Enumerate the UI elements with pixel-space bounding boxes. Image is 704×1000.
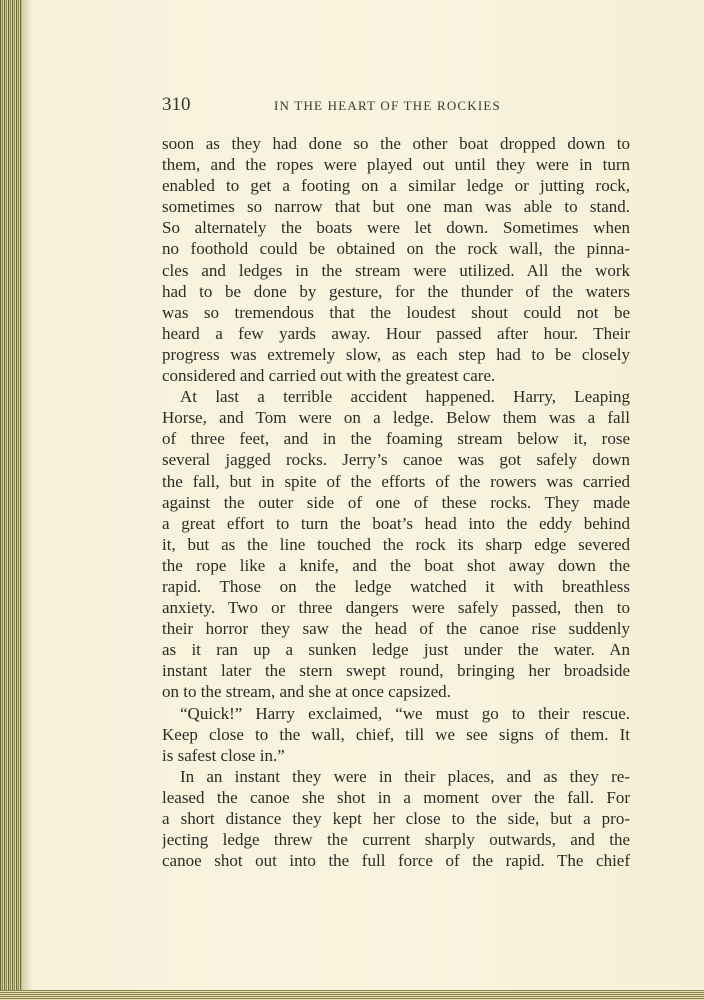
page-number: 310 (162, 94, 191, 115)
page-bottom-edge (0, 990, 704, 1000)
running-head-title: IN THE HEART OF THE ROCKIES (274, 98, 501, 113)
body-text (162, 133, 630, 871)
text-line: was so tremendous that the loudest shout could not be (162, 302, 630, 322)
paragraph-start-line: “Quick!” Harry exclaimed, “we must go to their rescue. (180, 703, 630, 723)
text-line: enabled to get a footing on a similar ledge or jutting rock, (162, 176, 630, 196)
text-line: rapid. Those on the ledge watched it with breathless (162, 576, 630, 596)
text-line: instant later the stern swept round, bringing her broadside (162, 661, 630, 681)
text-line: Keep close to the wall, chief, till we see signs of them. It (162, 724, 630, 744)
text-line: sometimes so narrow that but one man was able to stand. (162, 197, 630, 217)
text-line: against the outer side of one of these rocks. They made (162, 492, 630, 512)
text-line: their horror they saw the head of the canoe rise suddenly (162, 619, 630, 639)
text-line: So alternately the boats were let down. Sometimes when (162, 218, 630, 238)
text-line: heard a few yards away. Hour passed after hour. Their (162, 323, 630, 343)
text-line: on to the stream, and she at once capsized. (162, 682, 451, 702)
paragraph-start-line: At last a terrible accident happened. Harry, Leaping (180, 387, 630, 407)
text-line: considered and carried out with the greatest care. (162, 366, 496, 386)
text-line: it, but as the line touched the rock its sharp edge severed (162, 534, 630, 554)
text-line: anxiety. Two or three dangers were safely passed, then to (162, 598, 630, 618)
text-line: of three feet, and in the foaming stream below it, rose (162, 429, 630, 449)
text-line: several jagged rocks. Jerry’s canoe was got safely down (162, 450, 630, 470)
text-line: is safest close in.” (162, 745, 285, 765)
text-line: progress was extremely slow, as each step had to be closely (162, 344, 630, 364)
spine-shadow (22, 0, 32, 1000)
book-spine-edge (0, 0, 22, 1000)
text-line: had to be done by gesture, for the thunder of the waters (162, 281, 630, 301)
text-line: a short distance they kept her close to the side, but a pro- (162, 809, 630, 828)
text-line: the fall, but in spite of the efforts of the rowers was carried (162, 471, 630, 491)
paragraph-start-line: In an instant they were in their places, and as they re- (180, 766, 630, 786)
text-line: canoe shot out into the full force of the rapid. The chief (162, 851, 630, 871)
text-line: them, and the ropes were played out until they were in turn (162, 155, 630, 175)
text-line: leased the canoe she shot in a moment over the fall. For (162, 787, 630, 807)
text-line: a great effort to turn the boat’s head into the eddy behind (162, 513, 630, 533)
text-line: no foothold could be obtained on the rock wall, the pinna- (162, 239, 630, 259)
running-head (162, 94, 632, 118)
text-line: jecting ledge threw the current sharply outwards, and the (162, 830, 630, 850)
text-line: as it ran up a sunken ledge just under the water. An (162, 640, 630, 660)
text-line: cles and ledges in the stream were utilized. All the work (162, 260, 630, 280)
text-line: Horse, and Tom were on a ledge. Below them was a fall (162, 408, 630, 428)
text-line: soon as they had done so the other boat dropped down to (162, 134, 630, 153)
text-line: the rope like a knife, and the boat shot away down the (162, 555, 630, 575)
